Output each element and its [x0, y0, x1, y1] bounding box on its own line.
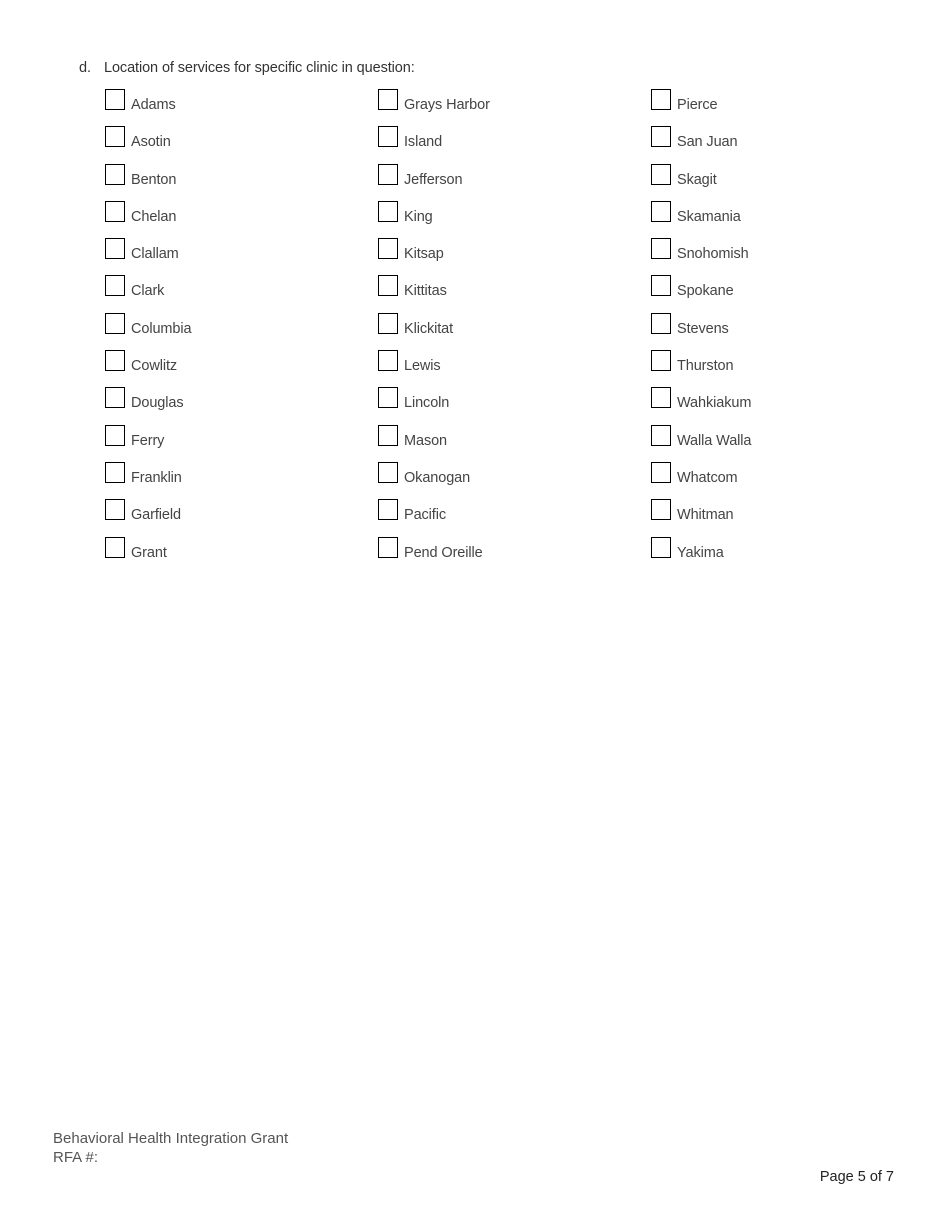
county-label-clallam: Clallam — [131, 246, 179, 263]
county-checkbox-jefferson[interactable] — [378, 164, 398, 185]
county-checkbox-cowlitz[interactable] — [105, 350, 125, 371]
county-checkbox-stevens[interactable] — [651, 313, 671, 334]
county-checkbox-garfield[interactable] — [105, 499, 125, 520]
county-label-grays-harbor: Grays Harbor — [404, 97, 490, 113]
county-label-franklin: Franklin — [131, 469, 182, 486]
question-text: Location of services for specific clinic in question: — [104, 60, 415, 76]
page-number: Page 5 of 7 — [819, 1169, 894, 1185]
county-label-columbia: Columbia — [131, 320, 192, 337]
county-label-lincoln: Lincoln — [404, 395, 450, 412]
county-checkbox-lewis[interactable] — [378, 350, 398, 371]
county-label-jefferson: Jefferson — [404, 171, 463, 188]
county-label-adams: Adams — [131, 97, 176, 113]
county-label-whatcom: Whatcom — [677, 469, 738, 486]
county-checkbox-snohomish[interactable] — [651, 238, 671, 259]
footer-rfa-number: RFA #: — [53, 1149, 99, 1166]
county-label-wahkiakum: Wahkiakum — [677, 395, 752, 412]
county-checkbox-thurston[interactable] — [651, 350, 671, 371]
county-label-stevens: Stevens — [677, 320, 729, 337]
county-label-thurston: Thurston — [677, 358, 734, 375]
county-checkbox-skamania[interactable] — [651, 201, 671, 222]
county-checkbox-columbia[interactable] — [105, 313, 125, 334]
county-checkbox-kittitas[interactable] — [378, 275, 398, 296]
county-label-snohomish: Snohomish — [677, 246, 749, 263]
county-label-skamania: Skamania — [677, 208, 741, 225]
county-label-cowlitz: Cowlitz — [131, 358, 178, 375]
county-label-clark: Clark — [131, 283, 165, 300]
county-checkbox-yakima[interactable] — [651, 537, 671, 558]
county-checkbox-clark[interactable] — [105, 275, 125, 296]
county-label-whitman: Whitman — [677, 507, 734, 524]
county-label-douglas: Douglas — [131, 395, 184, 412]
county-checkbox-whatcom[interactable] — [651, 462, 671, 483]
county-checkbox-whitman[interactable] — [651, 499, 671, 520]
county-checkbox-adams[interactable] — [105, 89, 125, 110]
question-letter: d. — [79, 60, 91, 76]
county-label-mason: Mason — [404, 432, 448, 449]
county-checkbox-okanogan[interactable] — [378, 462, 398, 483]
county-label-grant: Grant — [131, 544, 167, 561]
county-checkbox-spokane[interactable] — [651, 275, 671, 296]
county-checkbox-walla-walla[interactable] — [651, 425, 671, 446]
county-checkbox-lincoln[interactable] — [378, 387, 398, 408]
county-label-ferry: Ferry — [131, 432, 165, 449]
county-label-walla-walla: Walla Walla — [677, 432, 752, 449]
county-checkbox-king[interactable] — [378, 201, 398, 222]
county-label-pierce: Pierce — [677, 97, 718, 113]
county-label-pacific: Pacific — [404, 507, 447, 524]
county-checkbox-chelan[interactable] — [105, 201, 125, 222]
footer-grant-title: Behavioral Health Integration Grant — [53, 1130, 289, 1147]
county-label-okanogan: Okanogan — [404, 469, 471, 486]
county-label-asotin: Asotin — [131, 134, 171, 151]
county-label-island: Island — [404, 134, 443, 151]
county-checkbox-kitsap[interactable] — [378, 238, 398, 259]
county-label-yakima: Yakima — [677, 544, 724, 561]
county-checkbox-island[interactable] — [378, 126, 398, 147]
county-label-san-juan: San Juan — [677, 134, 738, 151]
county-label-garfield: Garfield — [131, 507, 181, 524]
county-checkbox-san-juan[interactable] — [651, 126, 671, 147]
county-label-spokane: Spokane — [677, 283, 734, 300]
county-label-pend-oreille: Pend Oreille — [404, 544, 483, 561]
county-checkbox-benton[interactable] — [105, 164, 125, 185]
question-d — [79, 60, 415, 76]
county-checkbox-pacific[interactable] — [378, 499, 398, 520]
county-checkbox-ferry[interactable] — [105, 425, 125, 446]
county-label-benton: Benton — [131, 171, 177, 188]
county-checkbox-franklin[interactable] — [105, 462, 125, 483]
county-checkbox-wahkiakum[interactable] — [651, 387, 671, 408]
county-label-klickitat: Klickitat — [404, 320, 454, 337]
county-checkbox-skagit[interactable] — [651, 164, 671, 185]
county-checkbox-douglas[interactable] — [105, 387, 125, 408]
county-label-lewis: Lewis — [404, 358, 441, 375]
county-label-skagit: Skagit — [677, 171, 717, 188]
county-checkbox-asotin[interactable] — [105, 126, 125, 147]
county-label-king: King — [404, 208, 433, 225]
county-checkbox-mason[interactable] — [378, 425, 398, 446]
county-checkbox-clallam[interactable] — [105, 238, 125, 259]
county-checkbox-pierce[interactable] — [651, 89, 671, 110]
county-label-chelan: Chelan — [131, 208, 177, 225]
county-label-kitsap: Kitsap — [404, 246, 444, 263]
county-label-kittitas: Kittitas — [404, 283, 447, 300]
county-checkbox-klickitat[interactable] — [378, 313, 398, 334]
county-checkbox-grays-harbor[interactable] — [378, 89, 398, 110]
county-checkbox-grant[interactable] — [105, 537, 125, 558]
county-checkbox-pend-oreille[interactable] — [378, 537, 398, 558]
